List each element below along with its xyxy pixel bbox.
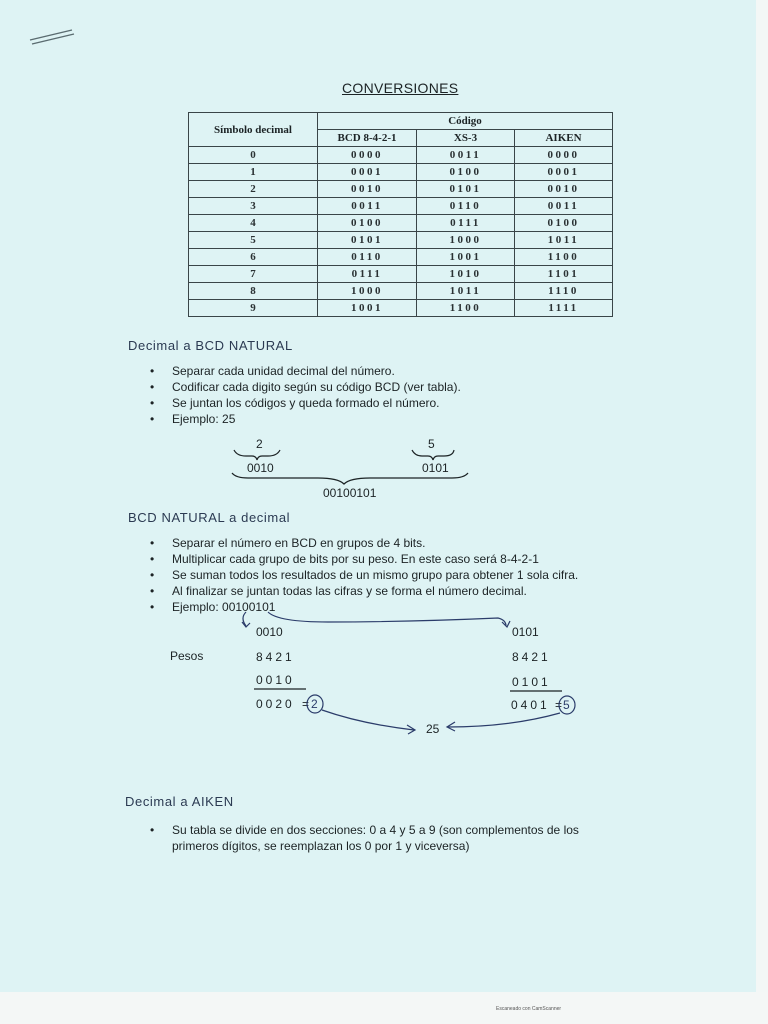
- list-item: • Su tabla se divide en dos secciones: 0 a 4 y 5 a 9 (son complementos de los: [150, 822, 579, 838]
- example-digit-left: 2: [256, 437, 263, 451]
- list-item: • Se suman todos los resultados de un mismo grupo para obtener 1 sola cifra.: [150, 567, 578, 583]
- left-equals: =: [302, 697, 310, 711]
- table-cell: 0000: [515, 147, 613, 164]
- table-cell: 3: [189, 198, 318, 215]
- table-cell: 0001: [318, 164, 417, 181]
- table-cell: 4: [189, 215, 318, 232]
- example-code-right: 0101: [422, 461, 449, 475]
- header-code-group: Código: [318, 113, 613, 130]
- split-arrowhead-left: [242, 622, 250, 627]
- list-item: • Separar el número en BCD en grupos de 4 bits.: [150, 535, 578, 551]
- table-cell: 1000: [318, 283, 417, 300]
- table-cell: 6: [189, 249, 318, 266]
- circle-right-digit: [559, 696, 575, 714]
- table-cell: 9: [189, 300, 318, 317]
- list-item: • Codificar cada digito según su código BCD (ver tabla).: [150, 379, 461, 395]
- brace-join: [232, 473, 468, 484]
- header-decimal-symbol: Símbolo decimal: [189, 113, 318, 147]
- header-xs3: XS-3: [417, 130, 515, 147]
- arrow-to-result-left: [322, 710, 414, 730]
- table-cell: 1001: [318, 300, 417, 317]
- table-cell: 0100: [417, 164, 515, 181]
- table-cell: 0011: [318, 198, 417, 215]
- right-equals: =: [555, 698, 563, 712]
- table-cell: 0011: [515, 198, 613, 215]
- example-result: 00100101: [323, 486, 377, 500]
- table-cell: 0010: [515, 181, 613, 198]
- table-cell: 0: [189, 147, 318, 164]
- header-aiken: AIKEN: [515, 130, 613, 147]
- table-cell: 1: [189, 164, 318, 181]
- list-item: • Multiplicar cada grupo de bits por su peso. En este caso será 8-4-2-1: [150, 551, 578, 567]
- table-cell: 1000: [417, 232, 515, 249]
- section-title-decimal-bcd: Decimal a BCD NATURAL: [128, 338, 293, 353]
- example-digit-right: 5: [428, 437, 435, 451]
- list-item: • Se juntan los códigos y queda formado el número.: [150, 395, 461, 411]
- pesos-label: Pesos: [170, 649, 204, 663]
- table-cell: 0111: [318, 266, 417, 283]
- split-arrow-right: [268, 612, 506, 626]
- table-cell: 0001: [515, 164, 613, 181]
- brace-left-digit: [234, 450, 280, 460]
- table-cell: 0011: [417, 147, 515, 164]
- right-products: 0401: [511, 698, 550, 712]
- left-group: 0010: [256, 625, 283, 639]
- list-item: • Ejemplo: 25: [150, 411, 461, 427]
- table-cell: 7: [189, 266, 318, 283]
- table-cell: 8: [189, 283, 318, 300]
- left-products: 0020: [256, 697, 295, 711]
- list-item: • Al finalizar se juntan todas las cifras y se forma el número decimal.: [150, 583, 578, 599]
- table-cell: 1011: [417, 283, 515, 300]
- circle-left-digit: [307, 695, 323, 713]
- section-title-decimal-aiken: Decimal a AIKEN: [125, 794, 234, 809]
- table-cell: 5: [189, 232, 318, 249]
- page-title: CONVERSIONES: [342, 80, 459, 96]
- list-item: • Ejemplo: 00100101: [150, 599, 578, 615]
- table-cell: 0100: [515, 215, 613, 232]
- table-cell: 0010: [318, 181, 417, 198]
- table-cell: 1101: [515, 266, 613, 283]
- scanner-watermark: Escaneado con CamScanner: [496, 1006, 562, 1012]
- table-cell: 1100: [515, 249, 613, 266]
- table-cell: 0110: [417, 198, 515, 215]
- list-item: • Separar cada unidad decimal del número.: [150, 363, 461, 379]
- right-group: 0101: [512, 625, 539, 639]
- table-cell: 1100: [417, 300, 515, 317]
- left-weights: 8421: [256, 650, 295, 664]
- header-bcd: BCD 8-4-2-1: [318, 130, 417, 147]
- right-weights: 8421: [512, 650, 551, 664]
- list-item-continuation: primeros dígitos, se reemplazan los 0 por 1 y viceversa): [172, 839, 470, 853]
- example-code-left: 0010: [247, 461, 274, 475]
- arrow-to-result-right: [448, 713, 560, 727]
- table-cell: 0000: [318, 147, 417, 164]
- table-cell: 1011: [515, 232, 613, 249]
- left-digit: 2: [311, 697, 318, 711]
- left-bits: 0010: [256, 673, 295, 687]
- table-cell: 0101: [417, 181, 515, 198]
- right-digit: 5: [563, 698, 570, 712]
- table-cell: 2: [189, 181, 318, 198]
- right-bits: 0101: [512, 675, 551, 689]
- table-cell: 1010: [417, 266, 515, 283]
- section-title-bcd-decimal: BCD NATURAL a decimal: [128, 510, 291, 525]
- table-cell: 0110: [318, 249, 417, 266]
- table-cell: 1001: [417, 249, 515, 266]
- final-result: 25: [426, 722, 440, 736]
- table-cell: 0111: [417, 215, 515, 232]
- brace-right-digit: [412, 450, 454, 460]
- table-cell: 0100: [318, 215, 417, 232]
- table-cell: 0101: [318, 232, 417, 249]
- table-cell: 1111: [515, 300, 613, 317]
- table-cell: 1110: [515, 283, 613, 300]
